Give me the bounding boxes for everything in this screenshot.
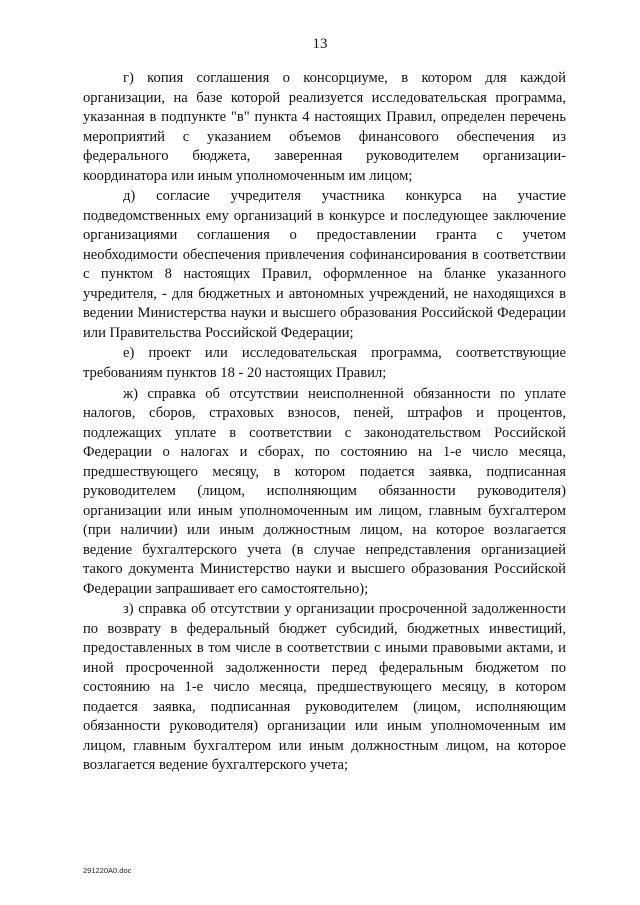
paragraph-z: з) справка об отсутствии у организации просроченной задолженности по возврату в федеральный бюджет субсидий, бюджетных инвестиций, предоставленных в том числе в соответствии с иными правовыми актами, и иной просроченной задолженности перед федеральным бюджетом по состоянию на 1-е число месяца, предшествующего месяцу, в котором подается заявка, подписанная руководителем (лицом, исполняющим обязанности руководителя) организации или иным уполномоченным им лицом, главным бухгалтером или иным должностным лицом, на которое возлагается ведение бухгалтерского учета;	[83, 601, 566, 774]
paragraph-d: д) согласие учредителя участника конкурса на участие подведомственных ему организаций в конкурсе и последующее заключение организациями соглашения о предоставлении гранта с учетом необходимости обеспечения привлечения софинансирования в соответствии с пунктом 8 настоящих Правил, оформленное на бланке указанного учредителя, - для бюджетных и автономных учреждений, не находящихся в ведении Министерства науки и высшего образования Российской Федерации или Правительства Российской Федерации;	[83, 188, 566, 341]
page-number: 13	[312, 36, 328, 52]
paragraph-e: е) проект или исследовательская программа, соответствующие требованиям пунктов 18 - 20 настоящих Правил;	[83, 345, 566, 381]
document-body	[83, 69, 566, 777]
paragraph-zh: ж) справка об отсутствии неисполненной обязанности по уплате налогов, сборов, страховых взносов, пеней, штрафов и процентов, подлежащих уплате в соответствии с законодательством Российской Федерации о налогах и сборах, по состоянию на 1-е число месяца, предшествующего месяцу, в котором подается заявка, подписанная руководителем (лицом, исполняющим обязанности руководителя) организации или иным уполномоченным им лицом, главным бухгалтером (при наличии) или иным должностным лицом, на которое возлагается ведение бухгалтерского учета (в случае непредставления организацией такого документа Министерство науки и высшего образования Российской Федерации запрашивает его самостоятельно);	[83, 385, 566, 597]
document-file-code: 291220A0.doc	[83, 866, 132, 875]
paragraph-g: г) копия соглашения о консорциуме, в котором для каждой организации, на базе которой реализуется исследовательская программа, указанная в подпункте "в" пункта 4 настоящих Правил, определен перечень мероприятий с указанием объемов финансового обеспечения из федерального бюджета, заверенная руководителем организации-координатора или иным уполномоченным им лицом;	[83, 70, 566, 184]
